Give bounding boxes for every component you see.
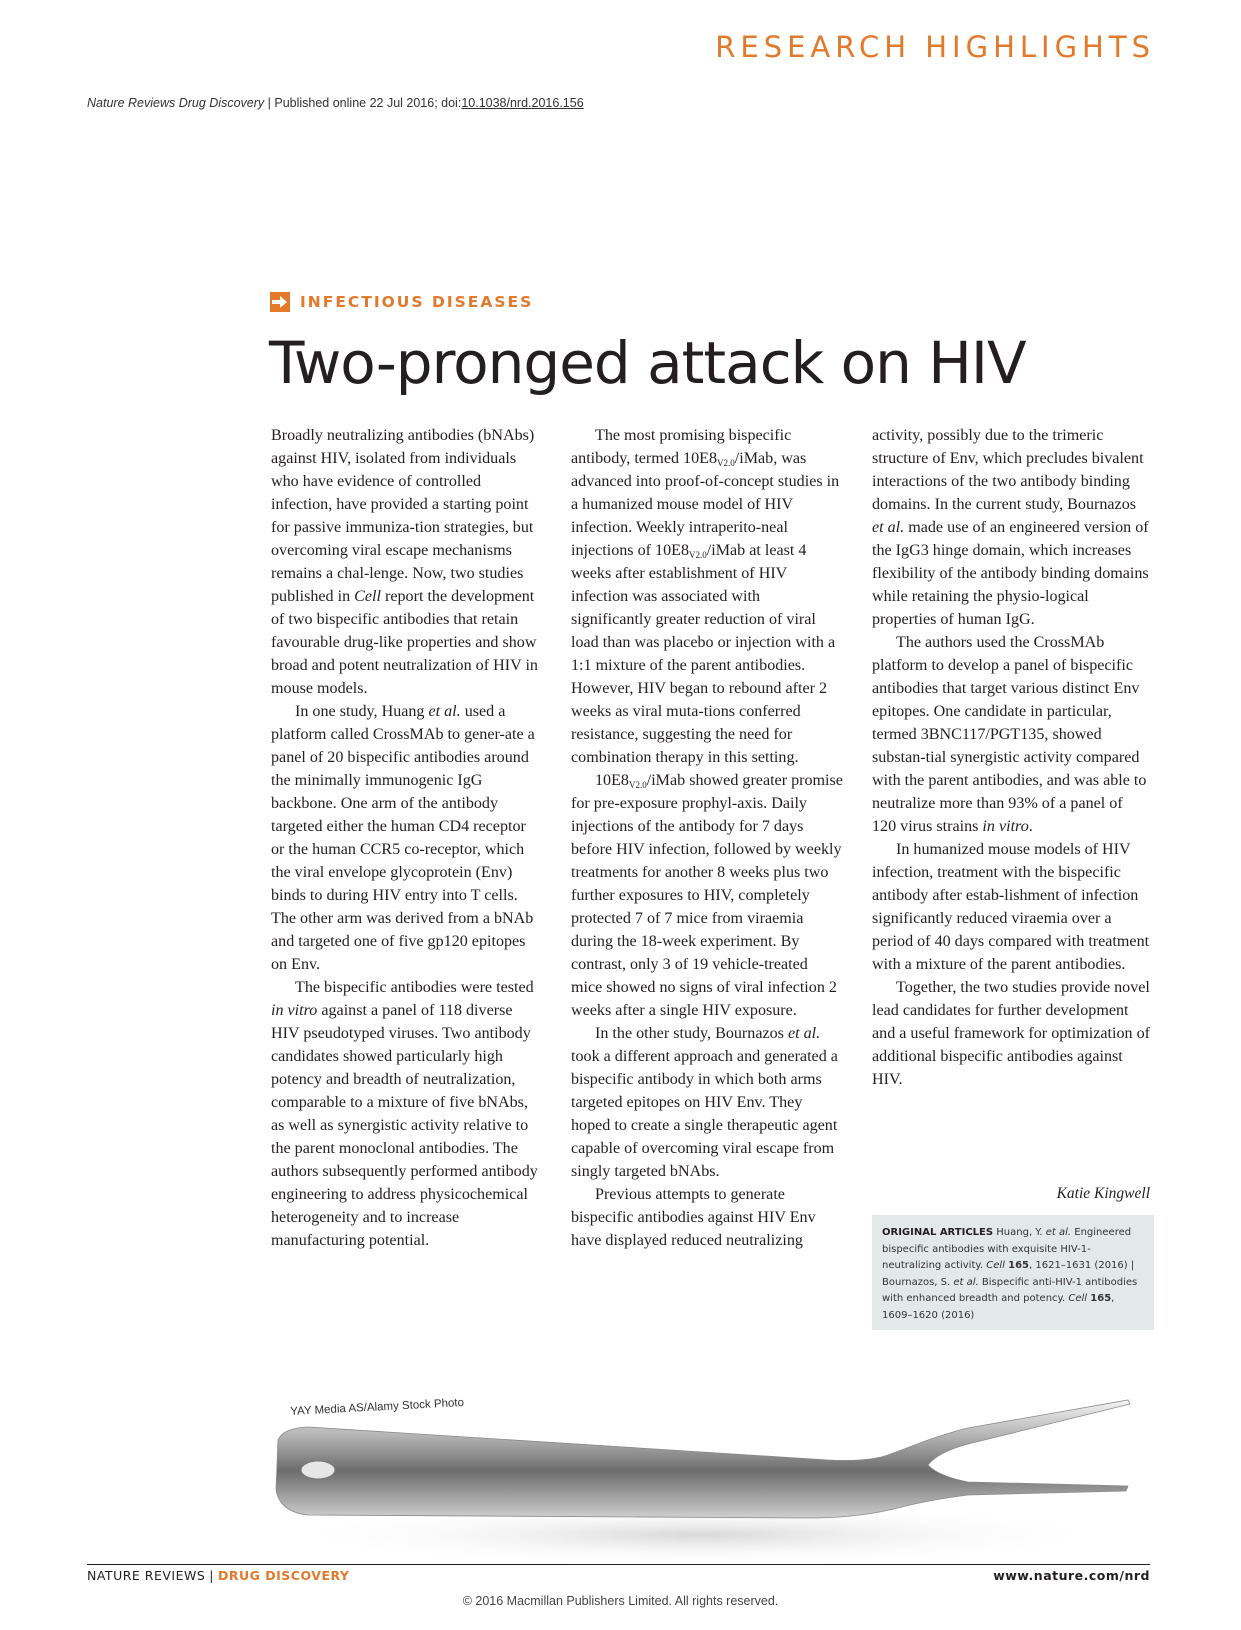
fork-photo xyxy=(268,1390,1140,1570)
paragraph: Broadly neutralizing antibodies (bNAbs) against HIV, isolated from individuals who have evidence of controlled infection, have provided a starting point for passive immuniza-tion strategies, but overcoming viral escape mechanisms remains a chal-lenge. Now, two studies published in Cell report the development of two bispecific antibodies that retain favourable drug-like properties and show broad and potent neutralization of HIV in mouse models. xyxy=(271,427,538,697)
section-label xyxy=(270,292,533,312)
photo-credit: YAY Media AS/Alamy Stock Photo xyxy=(290,1396,465,1418)
paragraph: The most promising bispecific antibody, termed $10E8_{V2.0}$/iMab, was advanced into proof-of-concept studies in a humanized mouse model of HIV infection. Weekly intraperito-neal injections of $10E8_{V2.0}$/iMab at least 4 weeks after establishment of HIV infection was associated with significantly greater reduction of viral load than was placebo or injection with a 1:1 mixture of the parent antibodies. However, HIV began to rebound after 2 weeks as viral muta-tions conferred resistance, suggesting the need for combination therapy in this setting. xyxy=(571,427,840,766)
footer-website-link[interactable]: www.nature.com/nrd xyxy=(993,1568,1150,1583)
paragraph: In the other study, Bournazos et al. took a different approach and generated a bispecific antibody in which both arms targeted epitopes on HIV Env. They hoped to create a single therapeutic agent capable of overcoming viral escape from singly targeted bNAbs. xyxy=(571,1025,838,1180)
published-date: Published online 22 Jul 2016; doi: xyxy=(274,96,462,110)
original-articles-box: ORIGINAL ARTICLES Huang, Y. et al. Engineered bispecific antibodies with exquisite HIV-1-neutralizing activity. Cell 165, 1621–1631 (2016) | Bournazos, S. et al. Bispecific anti-HIV-1 antibodies with enhanced breadth and potency. Cell 165, 1609–1620 (2016) xyxy=(872,1215,1154,1330)
header-section-title: RESEARCH HIGHLIGHTS xyxy=(715,30,1155,64)
copyright: © 2016 Macmillan Publishers Limited. All rights reserved. xyxy=(462,1594,779,1608)
text-column-1 xyxy=(271,424,543,1252)
text-column-3 xyxy=(872,424,1150,1091)
section-label-text: INFECTIOUS DISEASES xyxy=(300,293,534,311)
paragraph: The bispecific antibodies were tested in vitro against a panel of 118 diverse HIV pseudotyped viruses. Two antibody candidates showed particularly high potency and breadth of neutralization, comparable to a mixture of five bNAbs, as well as synergistic activity relative to the parent monoclonal antibodies. The authors subsequently performed antibody engineering to address physicochemical heterogeneity and to increase manufacturing potential. xyxy=(271,979,538,1249)
journal-name: Nature Reviews Drug Discovery xyxy=(87,96,265,110)
paragraph: Previous attempts to generate bispecific antibodies against HIV Env have displayed reduced neutralizing xyxy=(571,1186,816,1249)
arrow-right-icon xyxy=(270,292,290,312)
paragraph: In humanized mouse models of HIV infection, treatment with the bispecific antibody after estab-lishment of infection significantly reduced viraemia over a period of 40 days compared with treatment with a mixture of the parent antibodies. xyxy=(872,841,1150,973)
footer-rule xyxy=(87,1564,1150,1565)
original-articles-label: ORIGINAL ARTICLES xyxy=(882,1227,994,1238)
doi-link[interactable]: 10.1038/nrd.2016.156 xyxy=(461,96,584,110)
paragraph: $10E8_{V2.0}$/iMab showed greater promise for pre-exposure prophyl-axis. Daily injections of the antibody for 7 days before HIV infection, followed by weekly treatments for another 8 weeks plus two further exposures to HIV, completely protected 7 of 7 mice from viraemia during the 18-week experiment. By contrast, only 3 of 19 vehicle-treated mice showed no signs of viral infection 2 weeks after a single HIV exposure. xyxy=(571,772,843,1019)
text-column-2 xyxy=(571,424,843,1252)
publication-line xyxy=(87,96,584,110)
article-title: Two-pronged attack on HIV xyxy=(269,329,1026,397)
paragraph: In one study, Huang et al. used a platform called CrossMAb to gener-ate a panel of 20 bispecific antibodies around the minimally immunogenic IgG backbone. One arm of the antibody targeted either the human CD4 receptor or the human CCR5 co-receptor, which the viral envelope glycoprotein (Env) binds to during HIV entry into T cells. The other arm was derived from a bNAb and targeted one of five gp120 epitopes on Env. xyxy=(271,703,535,973)
paragraph: The authors used the CrossMAb platform to develop a panel of bispecific antibodies that target various distinct Env epitopes. One candidate in particular, termed 3BNC117/PGT135, showed substan-tial synergistic activity compared with the parent antibodies, and was able to neutralize more than 93% of a panel of 120 virus strains in vitro. xyxy=(872,634,1147,835)
pub-separator: | xyxy=(267,96,271,110)
author-name: Katie Kingwell xyxy=(1056,1185,1150,1202)
paragraph: Together, the two studies provide novel lead candidates for further development and a useful framework for optimization of additional bispecific antibodies against HIV. xyxy=(872,979,1150,1088)
footer-journal: NATURE REVIEWS | DRUG DISCOVERY xyxy=(87,1568,350,1583)
paragraph: activity, possibly due to the trimeric structure of Env, which precludes bivalent interactions of the two antibody binding domains. In the current study, Bournazos et al. made use of an engineered version of the IgG3 hinge domain, which increases flexibility of the antibody binding domains while retaining the physio-logical properties of human IgG. xyxy=(872,427,1149,628)
